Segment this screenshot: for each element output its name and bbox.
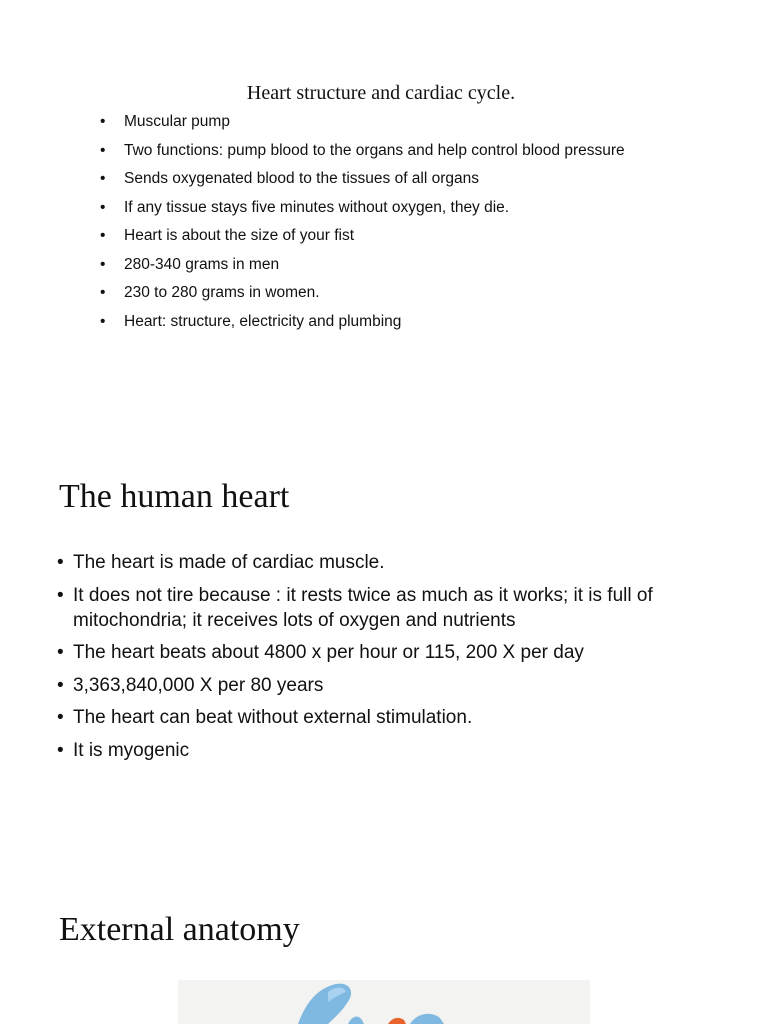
bullet-item: • Heart: structure, electricity and plumbing <box>100 312 660 332</box>
heart-illustration <box>178 980 590 1024</box>
bullet-item: • If any tissue stays five minutes without oxygen, they die. <box>100 198 660 218</box>
vessel-right <box>410 1014 444 1024</box>
bullet-list <box>100 112 660 340</box>
bullet-item: • It is myogenic <box>57 738 737 763</box>
bullet-item: • The heart beats about 4800 x per hour or 115, 200 X per day <box>57 640 737 665</box>
vessel-left <box>348 1017 364 1024</box>
bullet-list <box>57 550 737 770</box>
slide-title: Heart structure and cardiac cycle. <box>246 82 516 104</box>
bullet-item: • The heart can beat without external stimulation. <box>57 705 737 730</box>
bullet-item: • It does not tire because : it rests twice as much as it works; it is full of mitochondria; it receives lots of oxygen and nutrients <box>57 583 737 633</box>
slide-human-heart <box>0 455 768 795</box>
bullet-item: • 280-340 grams in men <box>100 255 660 275</box>
slide-title: External anatomy <box>59 911 300 948</box>
bullet-item: • 3,363,840,000 X per 80 years <box>57 673 737 698</box>
bullet-item: • Muscular pump <box>100 112 660 132</box>
slide-heart-structure <box>0 0 768 390</box>
bullet-item: • 230 to 280 grams in women. <box>100 283 660 303</box>
slide-external-anatomy <box>0 890 768 1024</box>
vessel-accent <box>388 1018 406 1024</box>
slide-title: The human heart <box>59 478 290 515</box>
heart-anatomy-image <box>178 980 590 1024</box>
bullet-item: • The heart is made of cardiac muscle. <box>57 550 737 575</box>
bullet-item: • Two functions: pump blood to the organs and help control blood pressure <box>100 141 660 161</box>
bullet-item: • Heart is about the size of your fist <box>100 226 660 246</box>
bullet-item: • Sends oxygenated blood to the tissues of all organs <box>100 169 660 189</box>
